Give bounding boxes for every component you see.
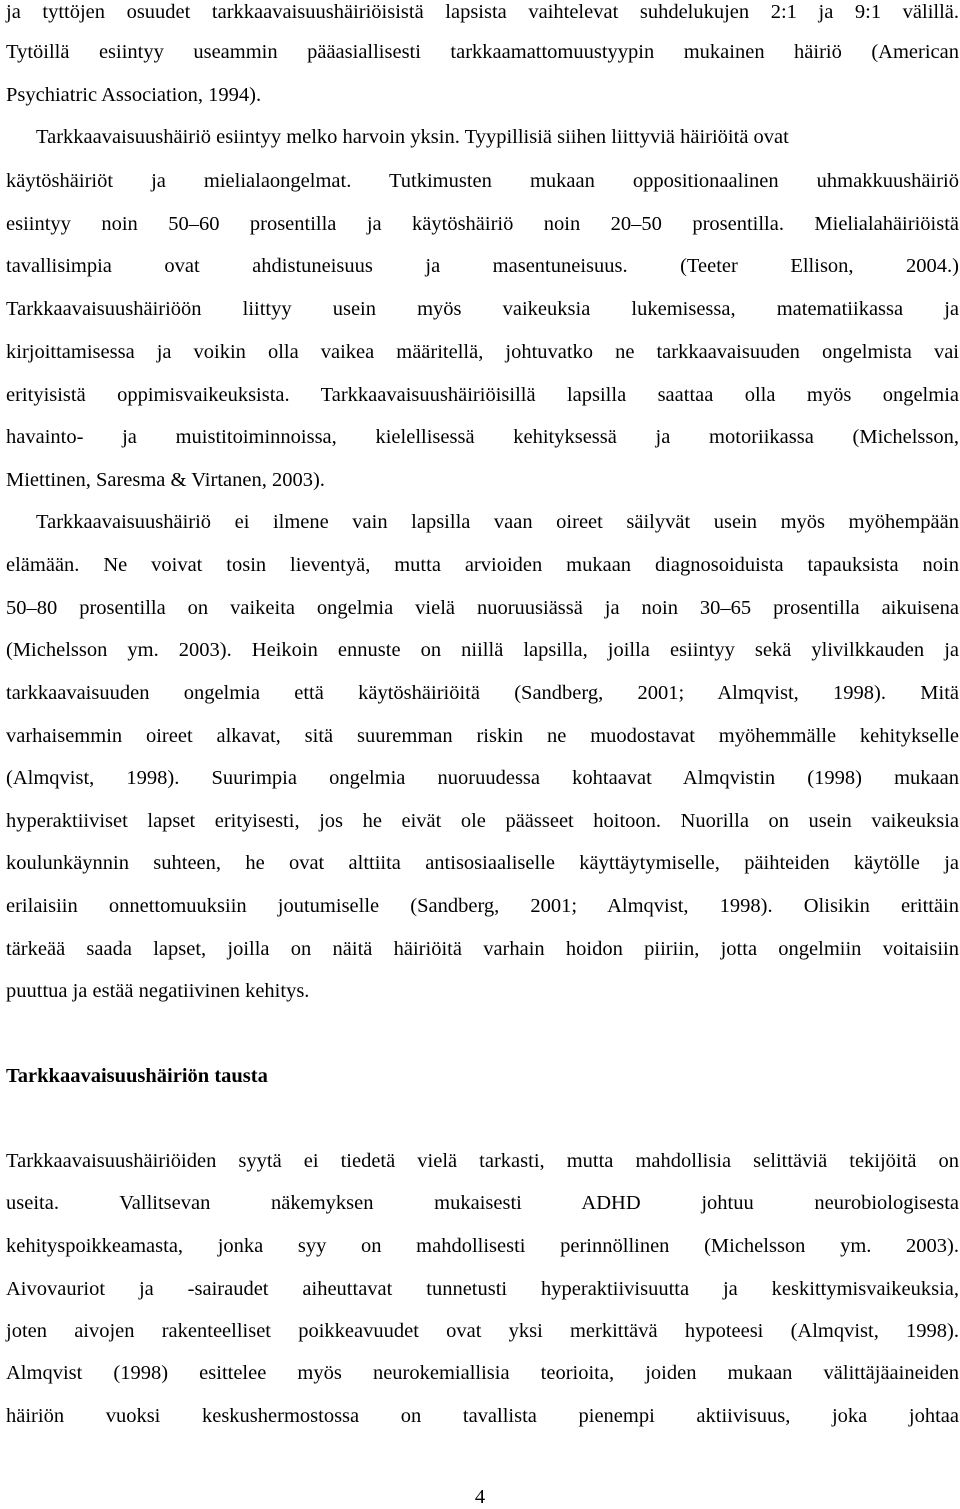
text-line: häiriön vuoksi keskushermostossa on tavallista pienempi aktiivisuus, joka johtaa: [6, 1405, 959, 1427]
text-line: erityisistä oppimisvaikeuksista. Tarkkaavaisuushäiriöisillä lapsilla saattaa olla myös ongelmia: [6, 384, 959, 406]
text-line: tarkkaavaisuuden ongelmia että käytöshäiriöitä (Sandberg, 2001; Almqvist, 1998). Mitä: [6, 682, 959, 704]
section-heading: Tarkkaavaisuushäiriön tausta: [6, 1065, 268, 1087]
text-line: 50–80 prosentilla on vaikeita ongelmia vielä nuoruusiässä ja noin 30–65 prosentilla aikuisena: [6, 597, 959, 619]
text-line: Psychiatric Association, 1994).: [6, 84, 262, 106]
text-line: tärkeää saada lapset, joilla on näitä häiriöitä varhain hoidon piiriin, jotta ongelmiin voitaisiin: [6, 938, 959, 960]
text-line: kirjoittamisessa ja voikin olla vaikea määritellä, johtuvatko ne tarkkaavaisuuden ongelmista vai: [6, 341, 959, 363]
text-line: Tarkkaavaisuushäiriö esiintyy melko harvoin yksin. Tyypillisiä siihen liittyviä häiriöitä ovat: [36, 126, 789, 148]
text-line: Tytöillä esiintyy useammin pääasiallisesti tarkkaamattomuustyypin mukainen häiriö (American: [6, 41, 959, 63]
text-line: hyperaktiiviset lapset erityisesti, jos he eivät ole päässeet hoitoon. Nuorilla on usein vaikeuksia: [6, 810, 959, 832]
text-line: koulunkäynnin suhteen, he ovat alttiita antisosiaaliselle käyttäytymiselle, päihteiden käytölle ja: [6, 852, 959, 874]
text-line: varhaisemmin oireet alkavat, sitä suuremman riskin ne muodostavat myöhemmälle kehitykselle: [6, 725, 959, 747]
text-line: tavallisimpia ovat ahdistuneisuus ja masentuneisuus. (Teeter Ellison, 2004.): [6, 255, 959, 277]
text-line: erilaisiin onnettomuuksiin joutumiselle (Sandberg, 2001; Almqvist, 1998). Olisikin erittäin: [6, 895, 959, 917]
text-line: esiintyy noin 50–60 prosentilla ja käytöshäiriö noin 20–50 prosentilla. Mielialahäiriöistä: [6, 213, 959, 235]
text-line: joten aivojen rakenteelliset poikkeavuudet ovat yksi merkittävä hypoteesi (Almqvist, 1998).: [6, 1320, 959, 1342]
text-line: Almqvist (1998) esittelee myös neurokemiallisia teorioita, joiden mukaan välittäjäaineiden: [6, 1362, 959, 1384]
text-line: useita. Vallitsevan näkemyksen mukaisesti ADHD johtuu neurobiologisesta: [6, 1192, 959, 1214]
text-line: (Almqvist, 1998). Suurimpia ongelmia nuoruudessa kohtaavat Almqvistin (1998) mukaan: [6, 767, 959, 789]
text-line: Aivovauriot ja -sairaudet aiheuttavat tunnetusti hyperaktiivisuutta ja keskittymisvaikeuksia,: [6, 1278, 959, 1300]
text-line: ja tyttöjen osuudet tarkkaavaisuushäiriöisistä lapsista vaihtelevat suhdelukujen 2:1 ja 9:1 välillä.: [6, 1, 959, 23]
text-line: Miettinen, Saresma & Virtanen, 2003).: [6, 469, 325, 491]
text-line: kehityspoikkeamasta, jonka syy on mahdollisesti perinnöllinen (Michelsson ym. 2003).: [6, 1235, 959, 1257]
text-line: (Michelsson ym. 2003). Heikoin ennuste on niillä lapsilla, joilla esiintyy sekä ylivilkkauden ja: [6, 639, 959, 661]
page-number: 4: [474, 1486, 486, 1508]
text-line: käytöshäiriöt ja mielialaongelmat. Tutkimusten mukaan oppositionaalinen uhmakkuushäiriö: [6, 170, 959, 192]
text-line: Tarkkaavaisuushäiriöiden syytä ei tiedetä vielä tarkasti, mutta mahdollisia selittäviä tekijöitä on: [6, 1150, 959, 1172]
text-line: havainto- ja muistitoiminnoissa, kielellisessä kehityksessä ja motoriikassa (Michelsson,: [6, 426, 959, 448]
text-line: elämään. Ne voivat tosin lieventyä, mutta arvioiden mukaan diagnosoiduista tapauksista noin: [6, 554, 959, 576]
text-line: Tarkkaavaisuushäiriö ei ilmene vain lapsilla vaan oireet säilyvät usein myös myöhempään: [36, 511, 959, 533]
text-line: puuttua ja estää negatiivinen kehitys.: [6, 980, 310, 1002]
text-line: Tarkkaavaisuushäiriöön liittyy usein myös vaikeuksia lukemisessa, matematiikassa ja: [6, 298, 959, 320]
